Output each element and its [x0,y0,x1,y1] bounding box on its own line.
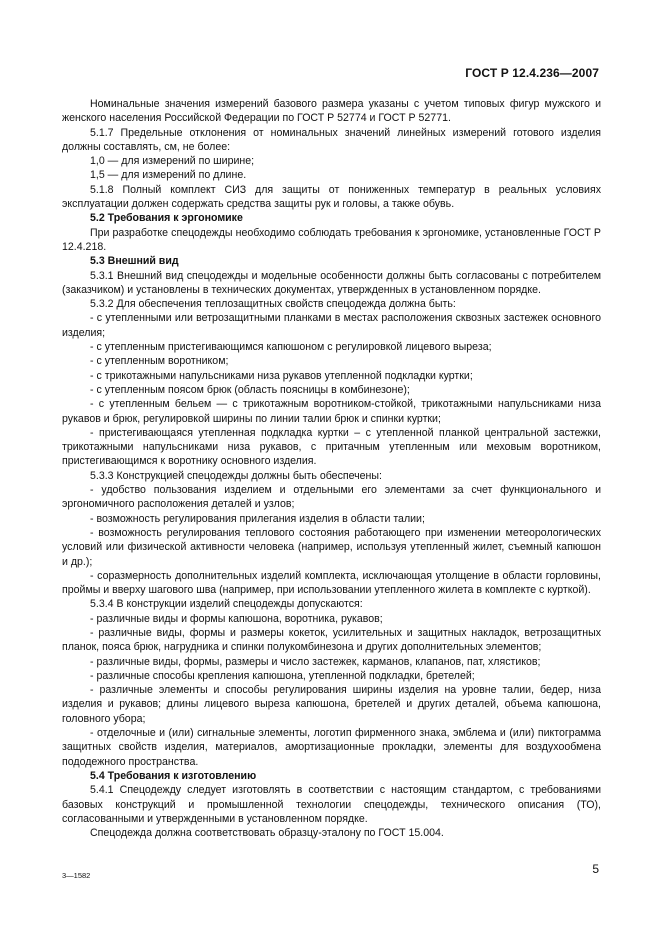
paragraph: 5.3.2 Для обеспечения теплозащитных свойств спецодежда должна быть: [90,298,456,311]
page-number: 5 [592,862,599,876]
paragraph: - различные элементы и способы регулирования ширины изделия на уровне талии, бедер, низа изделия и рукавов; длины лицевого выреза капюшона, бретелей и других деталей, объема капюшона, головного убора; [62,684,601,725]
paragraph: - с утепленным пристегивающимся капюшоном с регулировкой лицевого выреза; [90,341,492,354]
paragraph: При разработке спецодежды необходимо соблюдать требования к эргономике, установленные ГОСТ Р 12.4.218. [62,226,601,253]
paragraph: 5.1.7 Предельные отклонения от номинальных значений линейных измерений готового изделия должны составлять, см, не более: [62,126,601,153]
paragraph: 5.3.3 Конструкцией спецодежды должны быть обеспечены: [90,469,382,482]
paragraph: - различные виды, формы и размеры кокеток, усилительных и защитных накладок, ветрозащитных планок, пояса брюк, нагрудника и спинки полукомбинезона и других дополнительных элементов; [62,626,601,654]
paragraph: - отделочные и (или) сигнальные элементы, логотип фирменного знака, эмблема и (или) пиктограмма защитных свойств изделия, материалов, амортизационные прокладки, элементы для воздухообмена пододежного пространства. [62,727,601,768]
paragraph: - с утепленными или ветрозащитными планками в местах расположения сквозных застежек основного изделия; [62,312,601,339]
paragraph: - возможность регулирования прилегания изделия в области талии; [90,512,425,525]
paragraph: - различные виды и формы капюшона, воротника, рукавов; [90,612,383,625]
paragraph: - с утепленным воротником; [90,355,229,368]
paragraph: Спецодежда должна соответствовать образцу-эталону по ГОСТ 15.004. [90,827,444,840]
paragraph: - удобство пользования изделием и отдельными его элементами за счет функционального и эргономичного расположения деталей и узлов; [62,484,601,511]
paragraph: - различные способы крепления капюшона, утепленной подкладки, бретелей; [90,669,475,682]
paragraph: - с трикотажными напульсниками низа рукавов утепленной подкладки куртки; [90,369,473,382]
paragraph: 1,5 — для измерений по длине. [90,169,247,182]
paragraph: 5.3.1 Внешний вид спецодежды и модельные особенности должны быть согласованы с потребителем (заказчиком) и установлены в технических документах, утвержденных в установленном порядке. [62,269,601,296]
paragraph: Номинальные значения измерений базового размера указаны с учетом типовых фигур мужского и женского населения Российской Федерации по ГОСТ Р 52774 и ГОСТ Р 52771. [62,98,601,125]
paragraph: 1,0 — для измерений по ширине; [90,155,255,168]
paragraph: - различные виды, формы, размеры и число застежек, карманов, клапанов, пат, хлястиков; [90,655,541,668]
section-heading: 5.3 Внешний вид [90,255,179,268]
document-code-header: ГОСТ Р 12.4.236—2007 [465,66,599,80]
paragraph: - возможность регулирования теплового состояния работающего при изменении метеорологических условий или физической активности человека (например, используя утепленный жилет, съемный капюшон и др.); [62,526,601,568]
paragraph: - пристегивающаяся утепленная подкладка куртки – с утепленной планкой центральной застежки, трикотажными напульсниками низа рукавов, с притачным утепленным или меховым воротником, пристегивающимся к воротнику основного изделия. [62,426,601,468]
paragraph: 5.1.8 Полный комплект СИЗ для защиты от пониженных температур в реальных условиях эксплуатации должен содержать средства защиты рук и головы, а также обувь. [62,183,601,211]
paragraph: - соразмерность дополнительных изделий комплекта, исключающая утолщение в области горловины, проймы и вверху шагового шва (например, при использовании утепленного жилета в комплекте с курткой). [62,569,601,597]
paragraph: 5.3.4 В конструкции изделий спецодежды допускаются: [90,598,363,611]
section-heading: 5.4 Требования к изготовлению [90,769,257,782]
document-body [62,97,601,840]
section-heading: 5.2 Требования к эргономике [90,212,243,225]
paragraph: 5.4.1 Спецодежду следует изготовлять в соответствии с настоящим стандартом, с требованиями базовых конструкций и промышленной технологии спецодежды, технического описания (ТО), согласованными и утвержденными в установленном порядке. [62,784,601,825]
print-sheet-code: 3—1582 [62,871,91,880]
paragraph: - с утепленным поясом брюк (область поясницы в комбинезоне); [90,383,410,396]
paragraph: - с утепленным бельем — с трикотажным воротником-стойкой, трикотажными напульсниками низа рукавов и брюк, регулировкой ширины по линии талии брюк и спинки куртки; [62,398,601,425]
